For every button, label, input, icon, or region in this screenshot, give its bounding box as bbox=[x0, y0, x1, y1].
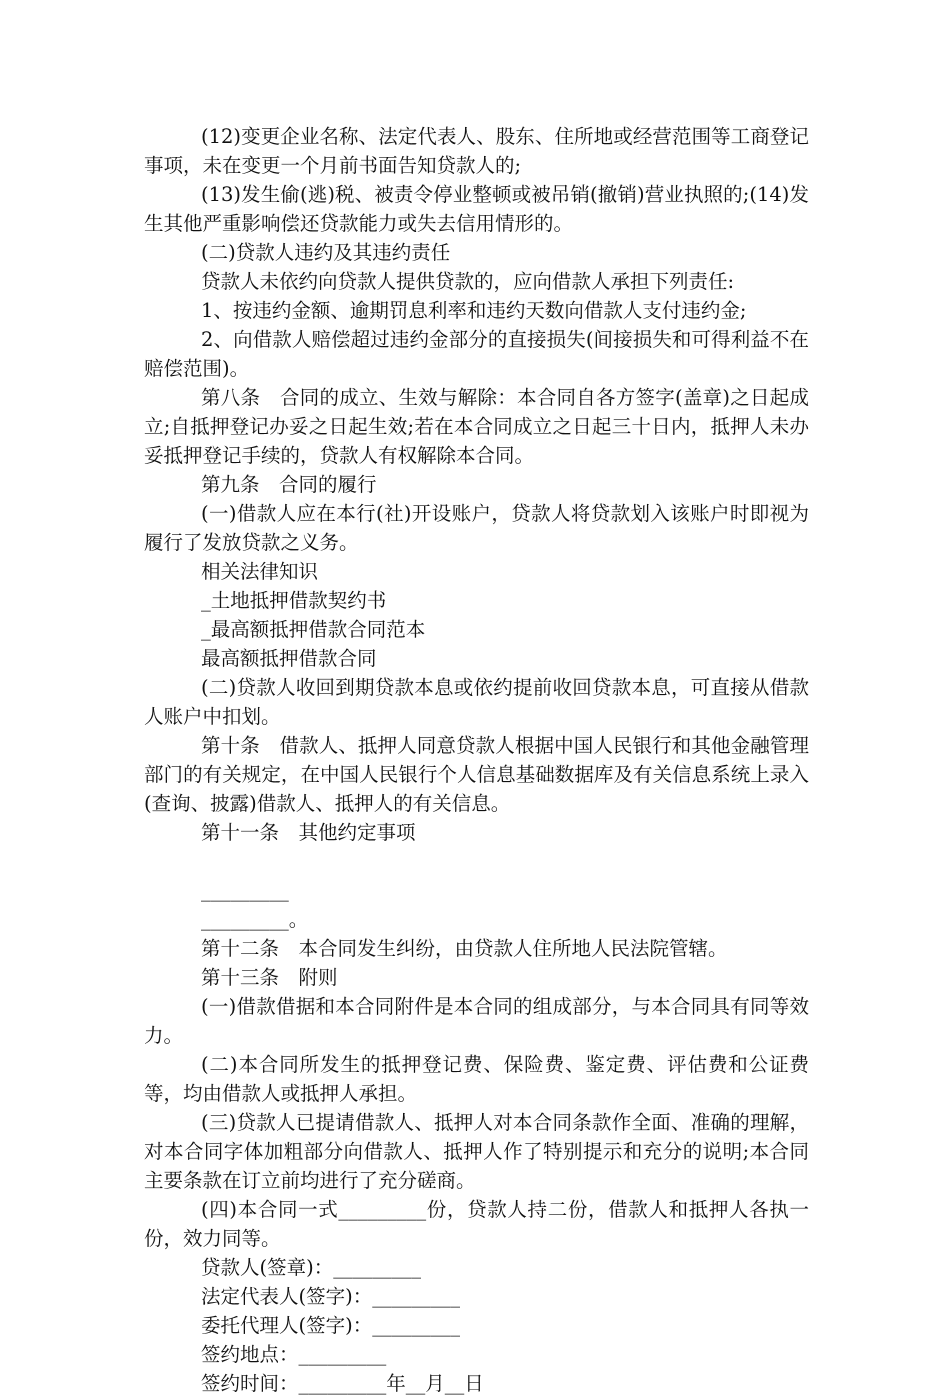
blank-fill-line-1: _________ bbox=[201, 879, 289, 902]
clause-13-14: (13)发生偷(逃)税、被责令停业整顿或被吊销(撤销)营业执照的;(14)发生其他严重影响偿还贷款能力或失去信用情形的。 bbox=[144, 183, 809, 235]
article-13-item-4: (四)本合同一式_________份，贷款人持二份，借款人和抵押人各执一份，效力同等。 bbox=[144, 1198, 809, 1250]
related-knowledge-heading: 相关法律知识 bbox=[201, 560, 319, 583]
liability-item-2: 2、向借款人赔偿超过违约金部分的直接损失(间接损失和可得利益不在赔偿范围)。 bbox=[144, 328, 809, 380]
article-8: 第八条 合同的成立、生效与解除：本合同自各方签字(盖章)之日起成立;自抵押登记办妥之日起生效;若在本合同成立之日起三十日内，抵押人未办妥抵押登记手续的，贷款人有权解除本合同。 bbox=[144, 386, 809, 467]
related-link-2: _最高额抵押借款合同范本 bbox=[201, 618, 426, 641]
article-9-item-1: (一)借款人应在本行(社)开设账户，贷款人将贷款划入该账户时即视为履行了发放贷款之义务。 bbox=[144, 502, 809, 554]
signing-date: 签约时间：_________年__月__日 bbox=[201, 1372, 484, 1395]
article-13-title: 第十三条 附则 bbox=[201, 966, 338, 989]
signature-legal-rep: 法定代表人(签字)：_________ bbox=[201, 1285, 460, 1308]
article-9-item-2: (二)贷款人收回到期贷款本息或依约提前收回贷款本息，可直接从借款人账户中扣划。 bbox=[144, 676, 809, 728]
signature-lender: 贷款人(签章)：_________ bbox=[201, 1256, 421, 1279]
article-13-item-2: (二)本合同所发生的抵押登记费、保险费、鉴定费、评估费和公证费等，均由借款人或抵押人承担。 bbox=[144, 1053, 809, 1105]
blank-fill-line-2: _________。 bbox=[201, 908, 309, 931]
article-9-title: 第九条 合同的履行 bbox=[201, 473, 377, 496]
article-13-item-3: (三)贷款人已提请借款人、抵押人对本合同条款作全面、准确的理解，对本合同字体加粗部分向借款人、抵押人作了特别提示和充分的说明;本合同主要条款在订立前均进行了充分磋商。 bbox=[144, 1111, 809, 1192]
article-10: 第十条 借款人、抵押人同意贷款人根据中国人民银行和其他金融管理部门的有关规定，在中国人民银行个人信息基础数据库及有关信息系统上录入(查询、披露)借款人、抵押人的有关信息。 bbox=[144, 734, 809, 815]
section-lender-breach: (二)贷款人违约及其违约责任 bbox=[201, 241, 451, 264]
signing-place: 签约地点：_________ bbox=[201, 1343, 387, 1366]
article-11-title: 第十一条 其他约定事项 bbox=[201, 821, 416, 844]
related-link-1: _土地抵押借款契约书 bbox=[201, 589, 387, 612]
lender-liability-intro: 贷款人未依约向贷款人提供贷款的，应向借款人承担下列责任: bbox=[201, 270, 735, 293]
signature-agent: 委托代理人(签字)：_________ bbox=[201, 1314, 460, 1337]
article-13-item-1: (一)借款借据和本合同附件是本合同的组成部分，与本合同具有同等效力。 bbox=[144, 995, 809, 1047]
related-link-3: 最高额抵押借款合同 bbox=[201, 647, 377, 670]
article-12: 第十二条 本合同发生纠纷，由贷款人住所地人民法院管辖。 bbox=[201, 937, 728, 960]
liability-item-1: 1、按违约金额、逾期罚息利率和违约天数向借款人支付违约金; bbox=[201, 299, 747, 322]
document-page bbox=[144, 122, 809, 1398]
blank-spacer bbox=[144, 847, 809, 876]
clause-12: (12)变更企业名称、法定代表人、股东、住所地或经营范围等工商登记事项，未在变更一个月前书面告知贷款人的; bbox=[144, 125, 809, 177]
